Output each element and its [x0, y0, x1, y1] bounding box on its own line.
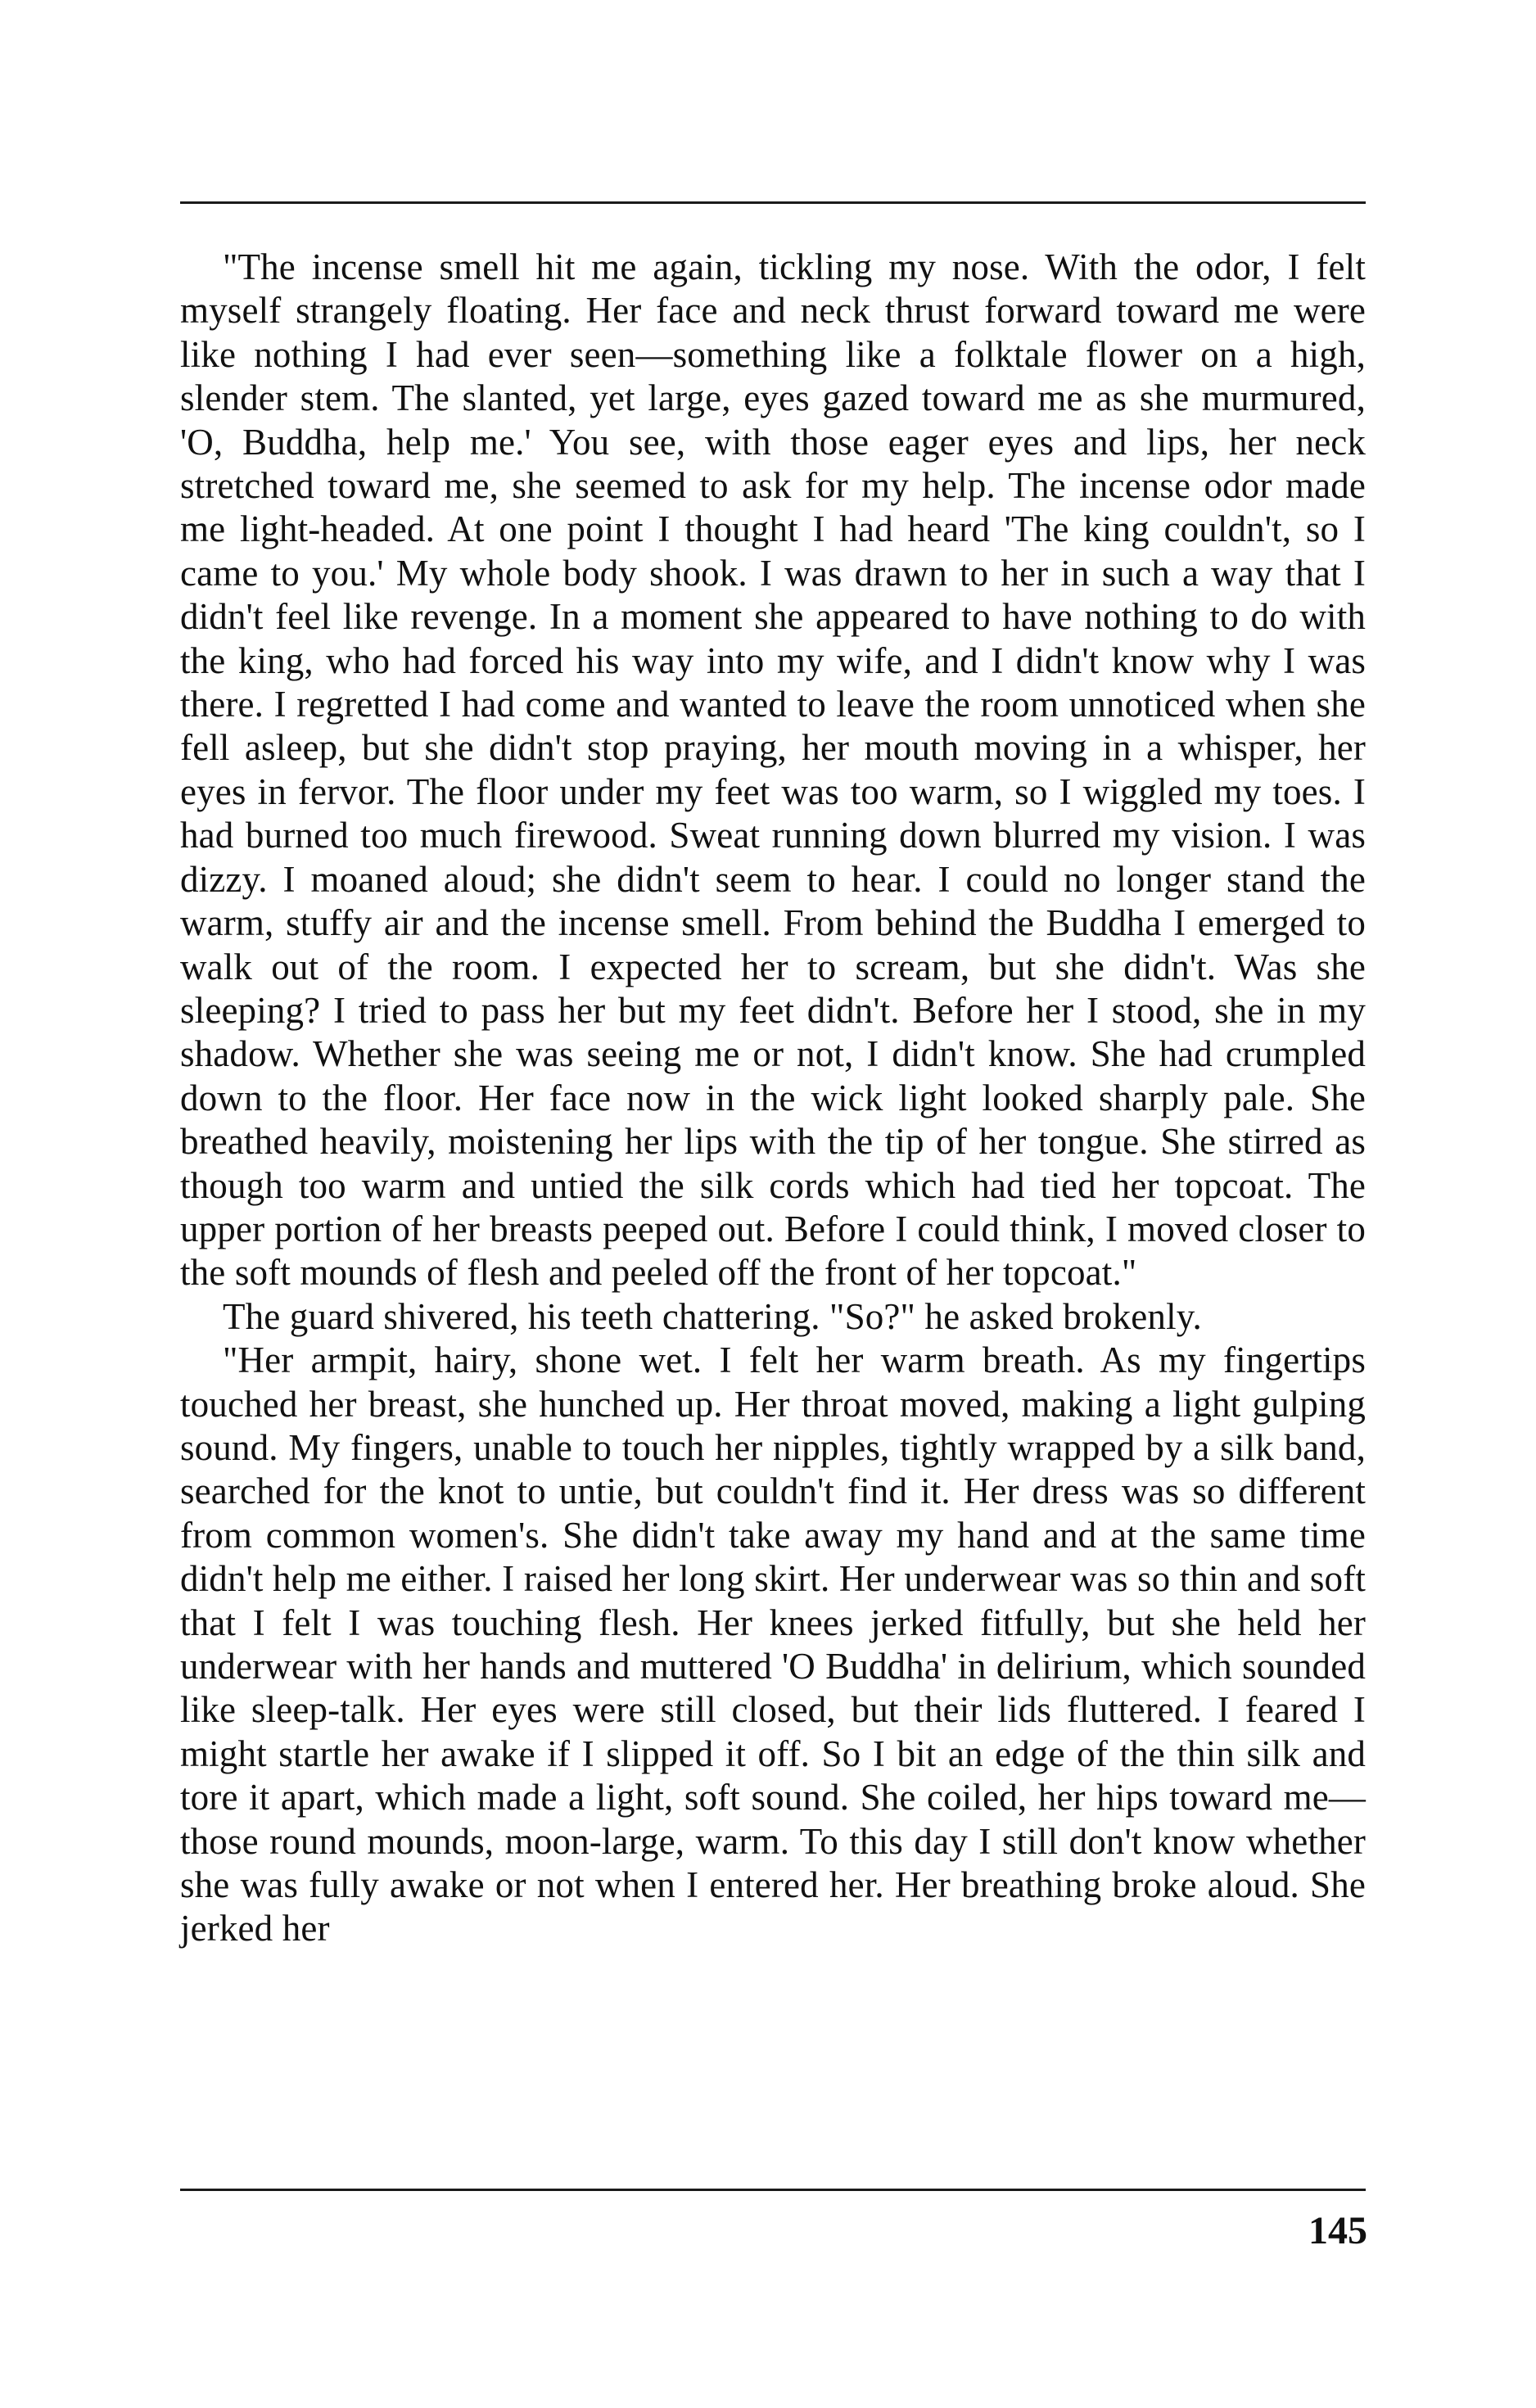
- paragraph-1: "The incense smell hit me again, tickling my nose. With the odor, I felt myself strangely floating. Her face and neck thrust forward toward me were like nothing I had ever seen—something like a folktale flower on a high, slender stem. The slanted, yet large, eyes gazed toward me as she murmured, 'O, Buddha, help me.' You see, with those eager eyes and lips, her neck stretched toward me, she seemed to ask for my help. The incense odor made me light-headed. At one point I thought I had heard 'The king couldn't, so I came to you.' My whole body shook. I was drawn to her in such a way that I didn't feel like revenge. In a moment she appeared to have nothing to do with the king, who had forced his way into my wife, and I didn't know why I was there. I regretted I had come and wanted to leave the room unnoticed when she fell asleep, but she didn't stop praying, her mouth moving in a whisper, her eyes in fervor. The floor under my feet was too warm, so I wiggled my toes. I had burned too much firewood. Sweat running down blurred my vision. I was dizzy. I moaned aloud; she didn't seem to hear. I could no longer stand the warm, stuffy air and the incense smell. From behind the Buddha I emerged to walk out of the room. I expected her to scream, but she didn't. Was she sleeping? I tried to pass her but my feet didn't. Before her I stood, she in my shadow. Whether she was seeing me or not, I didn't know. She had crumpled down to the floor. Her face now in the wick light looked sharply pale. She breathed heavily, moistening her lips with the tip of her tongue. She stirred as though too warm and untied the silk cords which had tied her topcoat. The upper portion of her breasts peeped out. Before I could think, I moved closer to the soft mounds of flesh and peeled off the front of her topcoat.": [180, 246, 1366, 1294]
- page-number: 145: [1308, 2209, 1367, 2252]
- bottom-rule: [180, 2189, 1366, 2191]
- top-rule: [180, 201, 1366, 204]
- paragraph-3: "Her armpit, hairy, shone wet. I felt her warm breath. As my fingertips touched her breast, she hunched up. Her throat moved, making a light gulping sound. My fingers, unable to touch her nipples, tightly wrapped by a silk band, searched for the knot to untie, but couldn't find it. Her dress was so different from common women's. She didn't take away my hand and at the same time didn't help me either. I raised her long skirt. Her underwear was so thin and soft that I felt I was touching flesh. Her knees jerked fitfully, but she held her underwear with her hands and muttered 'O Buddha' in delirium, which sounded like sleep-talk. Her eyes were still closed, but their lids fluttered. I feared I might startle her awake if I slipped it off. So I bit an edge of the thin silk and tore it apart, which made a light, soft sound. She coiled, her hips toward me—those round mounds, moon-large, warm. To this day I still don't know whether she was fully awake or not when I entered her. Her breathing broke aloud. She jerked her: [180, 1340, 1366, 1949]
- body-text: [180, 246, 1366, 1951]
- paragraph-2: The guard shivered, his teeth chattering. "So?" he asked brokenly.: [223, 1295, 1202, 1337]
